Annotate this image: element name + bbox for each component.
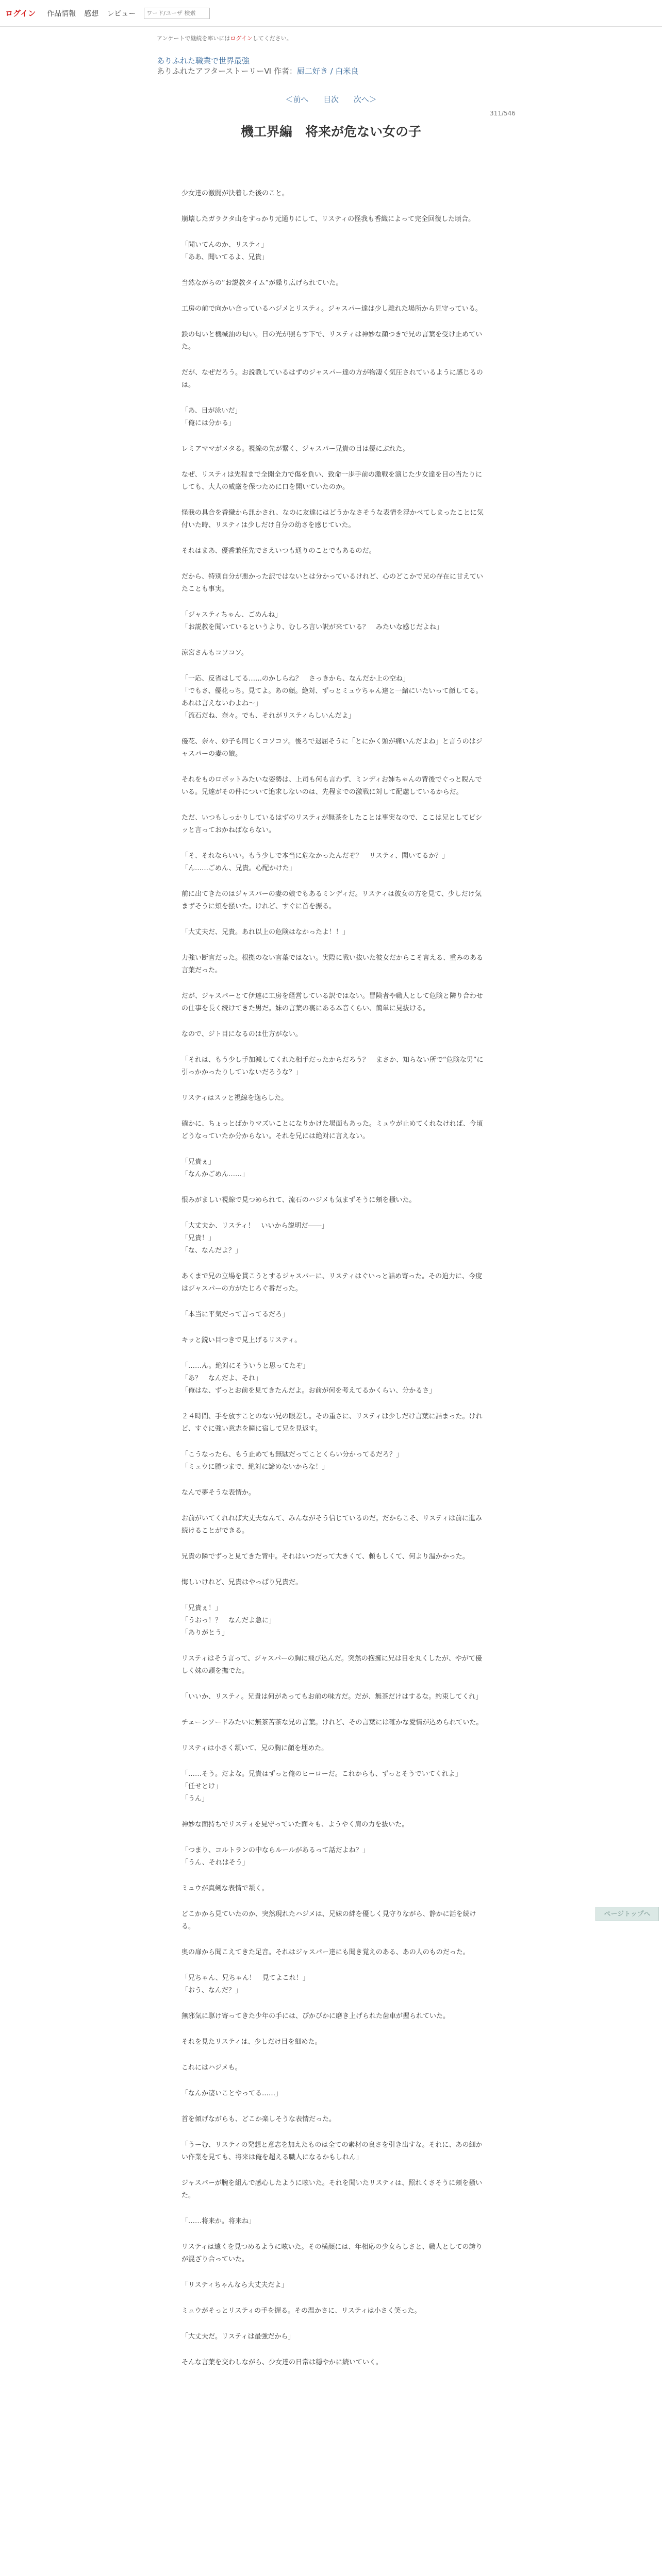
body-paragraph: 「ジャスティちゃん、ごめんね」 「お説教を聞いているというより、むしろ言い訳が来ている？ みたいな感じだよね」	[181, 611, 443, 631]
series-title[interactable]: ありふれた職業で世界最強	[157, 56, 250, 65]
body-paragraph: ミュウがそっとリスティの手を握る。その温かさに、リスティは小さく笑った。	[181, 2307, 421, 2315]
body-paragraph: お前がいてくれれば大丈夫なんて、みんながそう信じているのだ。だからこそ、リスティは前に進み続けることができる。	[181, 1515, 482, 1535]
body-paragraph: 「リスティちゃんなら大丈夫だよ」	[181, 2281, 288, 2289]
body-paragraph: 「兄貴ぇ！」 「うおっ！？ なんだよ急に」 「ありがとう」	[181, 1604, 276, 1637]
login-link[interactable]: ログイン	[5, 9, 36, 18]
author-link[interactable]: 厨二好き / 白米良	[296, 66, 359, 76]
notice-login-link[interactable]: ログイン	[230, 35, 253, 42]
body-paragraph: なぜ、リスティは先程まで全開全力で傷を負い、致命一歩手前の激戦を演じた少女達を目の当たりにしても、大人の威厳を保つために口を開いていたのか。	[181, 471, 483, 491]
body-paragraph: これにはハジメも。	[181, 2064, 242, 2072]
body-paragraph: 「大丈夫だ。リスティは最強だから」	[181, 2333, 295, 2341]
body-paragraph: 「なんか凄いことやってる……」	[181, 2090, 283, 2097]
nav-link-work-info[interactable]: 作品情報	[47, 9, 76, 18]
body-paragraph: あくまで兄の立場を貫こうとするジャスパーに、リスティはぐいっと詰め寄った。その迫力に、今度はジャスパーの方がたじろぐ番だった。	[181, 1273, 483, 1293]
body-paragraph: ミュウが真剣な表情で頷く。	[181, 1885, 269, 1892]
body-paragraph: 「兄ちゃん、兄ちゃん！ 見てよこれ！」 「おう、なんだ？」	[181, 1974, 309, 1994]
chapter-pager	[0, 94, 662, 105]
body-paragraph: それを見たリスティは、少しだけ目を細めた。	[181, 2038, 322, 2046]
notice-text-post: してください。	[252, 35, 292, 42]
body-paragraph: 「大丈夫か、リスティ！ いいから説明だ――」 「兄貴！」 「な、なんだよ？」	[181, 1222, 328, 1255]
body-paragraph: 「一応、反省はしてる……のかしらね？ さっきから、なんだか上の空ね」 「でもさ、優花っち。見てよ。あの顔。絶対、ずっとミュウちゃん達と一緒にいたいって顔してる。あれは言えないわよね～」 「流石だね、奈々。でも、それがリスティらしいんだよ」	[181, 675, 483, 720]
nav-link-impressions[interactable]: 感想	[84, 9, 99, 18]
body-paragraph: ２４時間、手を放すことのない兄の眼差し。その重さに、リスティは少しだけ言葉に詰まった。けれど、すぐに強い意志を瞳に宿して兄を見返す。	[181, 1413, 483, 1433]
chapter-number: 311/546	[490, 110, 516, 117]
novel-body	[181, 188, 488, 2382]
body-paragraph: 力強い断言だった。根拠のない言葉ではない。実際に戦い抜いた彼女だからこそ言える、重みのある言葉だった。	[181, 954, 484, 974]
next-chapter-link[interactable]: 次へ＞	[353, 95, 377, 104]
work-header	[0, 27, 662, 76]
series-title-link[interactable]	[157, 56, 662, 66]
body-paragraph: 崩壊したガラクタ山をすっかり元通りにして、リスティの怪我も香織によって完全回復した頃合。	[181, 215, 475, 223]
body-paragraph: 「……そう。だよな。兄貴はずっと俺のヒーローだ。これからも、ずっとそうでいてくれよ」 「任せとけ」 「うん」	[181, 1770, 462, 1803]
body-paragraph: そんな言葉を交わしながら、少女達の日常は穏やかに続いていく。	[181, 2359, 383, 2366]
body-paragraph: 確かに、ちょっとばかりマズいことになりかけた場面もあった。ミュウが止めてくれなければ、今頃どうなっていたか分からない。それを兄には絶対に言えない。	[181, 1120, 483, 1140]
prev-chapter-link[interactable]: ＜前へ	[285, 95, 309, 104]
body-paragraph: チェーンソードみたいに無茶苦茶な兄の言葉。けれど、その言葉には確かな愛情が込められていた。	[181, 1719, 483, 1726]
author-label: 作者：	[273, 66, 297, 76]
body-paragraph: 「うーむ、リスティの発想と意志を加えたものは全ての素材の良さを引き出すな。それに、あの細かい作業を見ても、将来は俺を超える職人になるかもしれん」	[181, 2141, 483, 2161]
body-paragraph: 前に出てきたのはジャスパーの妻の娘でもあるミンディだ。リスティは彼女の方を見て、少しだけ気まずそうに頬を掻いた。けれど、すぐに首を振る。	[181, 890, 482, 910]
body-paragraph: 「……将来か。将来ね」	[181, 2217, 256, 2225]
body-paragraph: だから、特別自分が悪かった訳ではないとは分かっているけれど、心のどこかで兄の存在に甘えていたことも事実。	[181, 573, 484, 593]
body-paragraph: リスティはそう言って、ジャスパーの胸に飛び込んだ。突然の抱擁に兄は目を丸くしたが、やがて優しく妹の頭を撫でた。	[181, 1655, 482, 1675]
body-paragraph: なんで夢そうな表情か。	[181, 1489, 256, 1497]
body-paragraph: 優花、奈々、妙子も同じくコソコソ。後ろで退屈そうに「とにかく頭が痛いんだよね」と言うのはジャスパーの妻の娘。	[181, 738, 483, 758]
body-paragraph: ジャスパーが腕を組んで感心したように呟いた。それを聞いたリスティは、照れくさそうに頬を掻いた。	[181, 2179, 483, 2199]
body-paragraph: 「こうなったら、もう止めても無駄だってことくらい分かってるだろ？」 「ミュウに勝つまで、絶対に諦めないからな！」	[181, 1451, 403, 1471]
body-paragraph: 「つまり、コルトランの中ならルールがあるって話だよね？」 「うん、それはそう」	[181, 1846, 369, 1867]
search-input[interactable]	[144, 8, 210, 19]
body-paragraph: リスティはスッと視線を逸らした。	[181, 1094, 288, 1102]
body-paragraph: レミアママがメタる。視線の先が繋く、ジャスパー兄貴の目は優にぶれた。	[181, 445, 409, 453]
body-paragraph: 神妙な面持ちでリスティを見守っていた面々も、ようやく肩の力を抜いた。	[181, 1821, 409, 1828]
body-paragraph: 当然ながらの“お説教タイム”が繰り広げられていた。	[181, 279, 343, 287]
body-paragraph: 少女達の激闘が決着した後のこと。	[181, 190, 289, 197]
body-paragraph: 「あ、目が泳いだ」 「俺には分かる」	[181, 407, 242, 427]
body-paragraph: それはまあ、優香兼任先でさえいつも通りのことでもあるのだ。	[181, 547, 376, 555]
body-paragraph: ただ、いつもしっかりしているはずのリスティが無茶をしたことは事実なので、ここは兄としてビシッと言っておかねばならない。	[181, 814, 483, 834]
notice-text-pre: アンケートで継続を率いには	[157, 35, 230, 42]
body-paragraph: 怪我の具合を香織から訊かされ、なのに友達にはどうかなさそうな表情を浮かべてしまったことに気付いた時、リスティは少しだけ自分の幼さを感じていた。	[181, 509, 484, 529]
body-paragraph: 「兄貴ぇ」 「なんかごめん……」	[181, 1158, 249, 1178]
body-paragraph: 工房の前で向かい合っているハジメとリスティ。ジャスパー達は少し離れた場所から見守っている。	[181, 305, 482, 313]
body-paragraph: 「聞いてんのか、リスティ」 「ああ、聞いてるよ、兄貴」	[181, 241, 269, 261]
body-paragraph: 涼宮さんもコソコソ。	[181, 649, 248, 657]
body-paragraph: それをものロボットみたいな姿勢は、上司も何も言わず、ミンディお姉ちゃんの背後でぐっと睨んでいる。兄達がその件について追求しないのは、先程までの激戦に対して配慮しているからだ。	[181, 776, 482, 796]
subtitle: ありふれたアフターストーリーⅥ	[157, 66, 272, 76]
page-top-button[interactable]: ページトップへ	[595, 1907, 659, 1921]
body-paragraph: 「それは、もう少し手加減してくれた相手だったからだろう？ まさか、知らない所で“危険な男”に引っかかったりしていないだろうな？」	[181, 1056, 484, 1076]
body-paragraph: 「……ん。絶対にそういうと思ってたぞ」 「あ？ なんだよ、それ」 「俺はな、ずっとお前を見てきたんだよ。お前が何を考えてるかくらい、分かるさ」	[181, 1362, 436, 1395]
toc-link[interactable]: 目次	[323, 95, 339, 104]
body-paragraph: 奥の扉から聞こえてきた足音。それはジャスパー達にも聞き覚えのある、あの人のものだった。	[181, 1948, 470, 1956]
login-notice	[157, 34, 662, 42]
body-paragraph: 鉄の匂いと機械油の匂い。日の光が照らす下で、リスティは神妙な顔つきで兄の言葉を受け止めていた。	[181, 331, 483, 351]
body-paragraph: 兄貴の隣でずっと見てきた背中。それはいつだって大きくて、頼もしくて、何より温かかった。	[181, 1553, 469, 1561]
nav-link-reviews[interactable]: レビュー	[107, 9, 136, 18]
body-paragraph: なので、ジト目になるのは仕方がない。	[181, 1030, 302, 1038]
body-paragraph: だが、なぜだろう。お説教しているはずのジャスパー達の方が物凄く気圧されているように感じるのは。	[181, 369, 483, 389]
body-paragraph: 無邪気に駆け寄ってきた少年の手には、ぴかぴかに磨き上げられた歯車が握られていた。	[181, 2012, 450, 2020]
author-line	[157, 66, 662, 76]
body-paragraph: 「本当に平気だって言ってるだろ」	[181, 1311, 289, 1318]
body-paragraph: リスティは遠くを見つめるように呟いた。その横顔には、年相応の少女らしさと、職人としての誇りが混ざり合っていた。	[181, 2243, 483, 2263]
body-paragraph: 首を傾げながらも、どこか楽しそうな表情だった。	[181, 2115, 336, 2123]
body-paragraph: 「大丈夫だ、兄貴。あれ以上の危険はなかったよ！！」	[181, 928, 350, 936]
body-paragraph: 恨みがましい視線で見つめられて、流石のハジメも気まずそうに頬を掻いた。	[181, 1196, 416, 1204]
chapter-title: 機工界編 将来が危ない女の子	[240, 124, 421, 139]
body-paragraph: 「そ、それならいい。もう少しで本当に危なかったんだぞ？ リスティ、聞いてるか？」 「ん……ごめん、兄貴。心配かけた」	[181, 852, 449, 872]
body-paragraph: リスティは小さく頷いて、兄の胸に顔を埋めた。	[181, 1744, 328, 1752]
body-paragraph: 「いいか、リスティ。兄貴は何があってもお前の味方だ。だが、無茶だけはするな。約束してくれ」	[181, 1693, 483, 1701]
body-paragraph: キッと鋭い目つきで見上げるリスティ。	[181, 1336, 302, 1344]
body-paragraph: どこかから見ていたのか、突然現れたハジメは、兄妹の絆を優しく見守りながら、静かに話を続ける。	[181, 1910, 476, 1930]
body-paragraph: だが、ジャスパーとて伊達に工房を経営している訳ではない。冒険者や職人として危険と隣り合わせの仕事を長く続けてきた男だ。妹の言葉の裏にある本音くらい、簡単に見抜ける。	[181, 992, 483, 1012]
top-navigation-bar	[0, 0, 662, 27]
body-paragraph: 悔しいけれど、兄貴はやっぱり兄貴だ。	[181, 1579, 303, 1586]
